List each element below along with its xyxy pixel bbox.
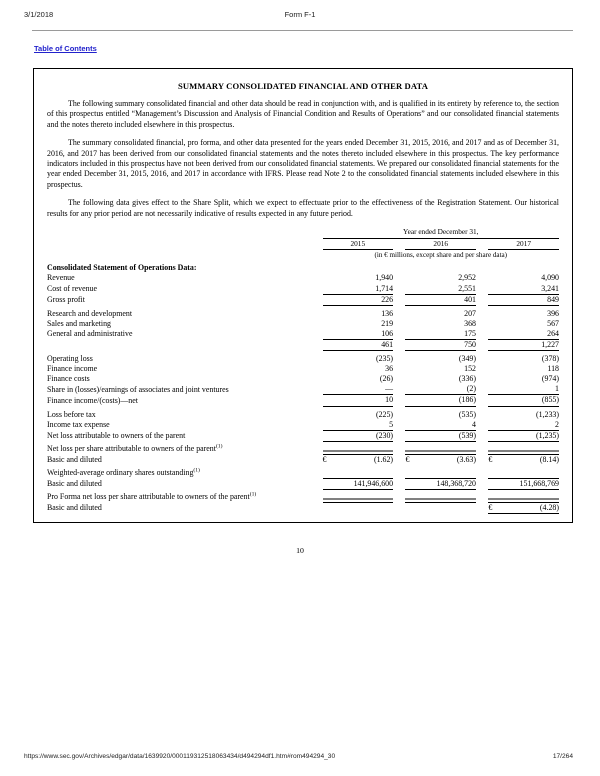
row-label: Operating loss	[47, 354, 93, 364]
table-row	[47, 294, 559, 305]
column-header-2017: 2017	[488, 239, 559, 250]
row-label: Finance income	[47, 364, 98, 374]
row-value-2015: 141,946,600	[334, 478, 393, 489]
row-value-2015: (230)	[334, 430, 393, 441]
table-span-header-row	[47, 227, 559, 239]
footer-url: https://www.sec.gov/Archives/edgar/data/1639920/000119312518063434/d494294df1.htm#rom494294_30	[24, 753, 336, 760]
row-value-2015: (26)	[379, 374, 394, 384]
column-header-2016: 2016	[405, 239, 476, 250]
row-label: General and administrative	[47, 329, 133, 339]
table-row	[47, 284, 559, 295]
row-value-2017: (8.14)	[539, 454, 559, 464]
table-row	[47, 273, 559, 283]
browser-print-footer	[0, 753, 600, 767]
page-title: SUMMARY CONSOLIDATED FINANCIAL AND OTHER DATA	[177, 81, 428, 91]
table-row-final-rule	[47, 513, 559, 515]
row-label: Loss before tax	[47, 409, 96, 419]
row-value-2016: 368	[464, 318, 476, 328]
section-title: Consolidated Statement of Operations Data:	[47, 263, 197, 273]
footnote-marker: (1)	[193, 467, 200, 474]
header-divider	[32, 30, 573, 31]
row-value-2017: 1	[555, 384, 559, 394]
row-value-2017: (4.28)	[539, 502, 559, 512]
per-share-header-1	[47, 441, 310, 454]
table-units-row	[47, 250, 559, 264]
row-value-2015: —	[385, 384, 394, 394]
table-row	[47, 364, 559, 374]
row-value-2016: (336)	[458, 374, 476, 384]
row-value-2016: (349)	[417, 351, 476, 365]
row-value-2016: 148,368,720	[417, 478, 476, 489]
table-row	[47, 340, 559, 351]
intro-paragraph-2: The summary consolidated financial, pro forma, and other data presented for the years ended December 31, 2015, 2016, and 2017 and as of December 31, 2016, and 2017 has been derived from our consolidated financial statements and the notes thereto included elsewhere in this prospectus. The key performance indicators included in this prospectus have not been derived from our consolidated financial statements. We prepared our consolidated financial statements for the year ended December 31, 2015, 2016, and 2017 in accordance with IFRS. Please read Note 2 to the consolidated financial statements included elsewhere in this prospectus.	[47, 138, 559, 189]
row-value-2016: (535)	[417, 406, 476, 420]
row-value-2015	[334, 502, 393, 513]
row-label: Basic and diluted	[47, 503, 102, 513]
row-value-2015: (1.62)	[373, 454, 394, 464]
currency-symbol-2017: €	[488, 454, 493, 464]
row-value-2016: (2)	[466, 384, 476, 394]
column-header-2015: 2015	[323, 239, 394, 250]
row-value-2015: 106	[381, 328, 394, 338]
row-label: Income tax expense	[47, 420, 110, 430]
row-label: Sales and marketing	[47, 318, 111, 328]
row-value-2017: 396	[499, 305, 559, 319]
row-value-2017: (855)	[499, 395, 559, 406]
page-number: 10	[296, 546, 304, 555]
table-row	[47, 420, 559, 431]
table-section-title-row	[47, 263, 559, 273]
row-value-2017: 151,668,769	[499, 478, 559, 489]
table-row	[47, 395, 559, 406]
row-label: Finance costs	[47, 374, 90, 384]
row-value-2017: (974)	[541, 374, 559, 384]
financial-table-body	[47, 263, 559, 515]
table-row	[47, 441, 559, 454]
row-value-2017: (1,233)	[499, 406, 559, 420]
row-label	[47, 340, 310, 351]
row-label: Research and development	[47, 308, 133, 318]
row-value-2016: (3.63)	[456, 454, 476, 464]
table-row	[47, 305, 559, 319]
row-label: Cost of revenue	[47, 284, 97, 294]
per-share-header-3	[47, 489, 310, 502]
table-row	[47, 502, 559, 513]
footnote-marker: (1)	[249, 491, 257, 498]
row-value-2015: (225)	[334, 406, 393, 420]
row-value-2017: 4,090	[541, 273, 559, 283]
row-value-2017: (1,235)	[499, 430, 559, 441]
intro-paragraph-1: The following summary consolidated financial and other data should be read in conjunction with, and is qualified in its entirety by reference to, the section of this prospectus entitled “Management’s Discussion and Analysis of Financial Condition and Results of Operations” and our consolidated financial statements and the notes thereto included elsewhere in this prospectus.	[47, 99, 559, 129]
table-year-header-row	[47, 239, 559, 250]
table-row	[47, 430, 559, 441]
row-value-2015: (235)	[334, 351, 393, 365]
browser-print-header	[0, 8, 600, 26]
financial-data-table	[47, 227, 559, 515]
table-row	[47, 454, 559, 465]
row-value-2016: 152	[464, 364, 476, 374]
table-row	[47, 329, 559, 340]
print-document-title: Form F-1	[284, 10, 316, 19]
row-value-2016: 175	[464, 328, 476, 338]
row-value-2015: 219	[381, 318, 394, 328]
per-share-header-2	[47, 465, 310, 478]
table-row	[47, 478, 559, 489]
table-row	[47, 406, 559, 420]
row-value-2016	[417, 502, 476, 513]
table-of-contents-link[interactable]: Table of Contents	[34, 44, 97, 53]
per-share-header-1-text: Net loss per share attributable to owners of the parent	[47, 444, 216, 454]
row-label: Basic and diluted	[47, 479, 102, 489]
row-value-2017: 849	[499, 294, 559, 305]
table-row	[47, 465, 559, 478]
row-value-2017: 3,241	[541, 283, 559, 293]
row-label: Gross profit	[47, 295, 85, 305]
currency-symbol-2017: €	[488, 502, 493, 512]
row-value-2017: 2	[555, 419, 559, 429]
per-share-header-2-text: Weighted-average ordinary shares outstanding	[47, 468, 194, 478]
row-value-2016: 4	[472, 419, 476, 429]
currency-symbol-2016: €	[405, 454, 410, 464]
per-share-header-3-text: Pro Forma net loss per share attributable to owners of the parent	[47, 492, 250, 502]
row-value-2015: 36	[385, 364, 394, 374]
row-value-2017: 264	[547, 328, 559, 338]
row-value-2016: 401	[417, 294, 476, 305]
row-label: Share in (losses)/earnings of associates and joint ventures	[47, 384, 229, 394]
row-value-2016: (186)	[417, 395, 476, 406]
row-value-2015: 1,714	[375, 283, 394, 293]
row-value-2015: 10	[334, 395, 393, 406]
row-label: Finance income/(costs)—net	[47, 395, 138, 405]
table-span-header: Year ended December 31,	[323, 227, 559, 239]
row-value-2016: 2,952	[458, 273, 476, 283]
row-value-2015: 461	[334, 340, 393, 351]
row-value-2017: 118	[547, 364, 559, 374]
row-value-2017: 567	[547, 318, 559, 328]
row-value-2015: 5	[389, 419, 394, 429]
print-date: 3/1/2018	[24, 10, 54, 19]
row-value-2015: 1,940	[375, 273, 394, 283]
footnote-marker: (1)	[215, 443, 223, 450]
row-value-2016: (539)	[417, 430, 476, 441]
row-value-2015: 226	[334, 294, 393, 305]
row-value-2016: 750	[417, 340, 476, 351]
document-content-frame	[33, 68, 573, 523]
row-value-2016: 2,551	[458, 283, 476, 293]
intro-paragraph-3: The following data gives effect to the Share Split, which we expect to effectuate prior to the effectiveness of the Registration Statement. Our historical results for any prior period are not necessarily indicative of results expected in any future period.	[47, 198, 559, 218]
table-row	[47, 489, 559, 502]
row-value-2017: (378)	[499, 351, 559, 365]
row-value-2015: 136	[334, 305, 393, 319]
row-label: Basic and diluted	[47, 454, 102, 464]
row-value-2016: 207	[417, 305, 476, 319]
footer-page-count: 17/264	[552, 753, 573, 760]
row-label: Revenue	[47, 273, 75, 283]
table-row	[47, 374, 559, 384]
row-label: Net loss attributable to owners of the parent	[47, 431, 186, 441]
table-row	[47, 319, 559, 329]
table-row	[47, 384, 559, 395]
row-value-2017: 1,227	[499, 340, 559, 351]
table-row	[47, 351, 559, 365]
currency-symbol-2015: €	[322, 454, 327, 464]
table-units-note: (in € millions, except share and per share data)	[374, 251, 508, 260]
